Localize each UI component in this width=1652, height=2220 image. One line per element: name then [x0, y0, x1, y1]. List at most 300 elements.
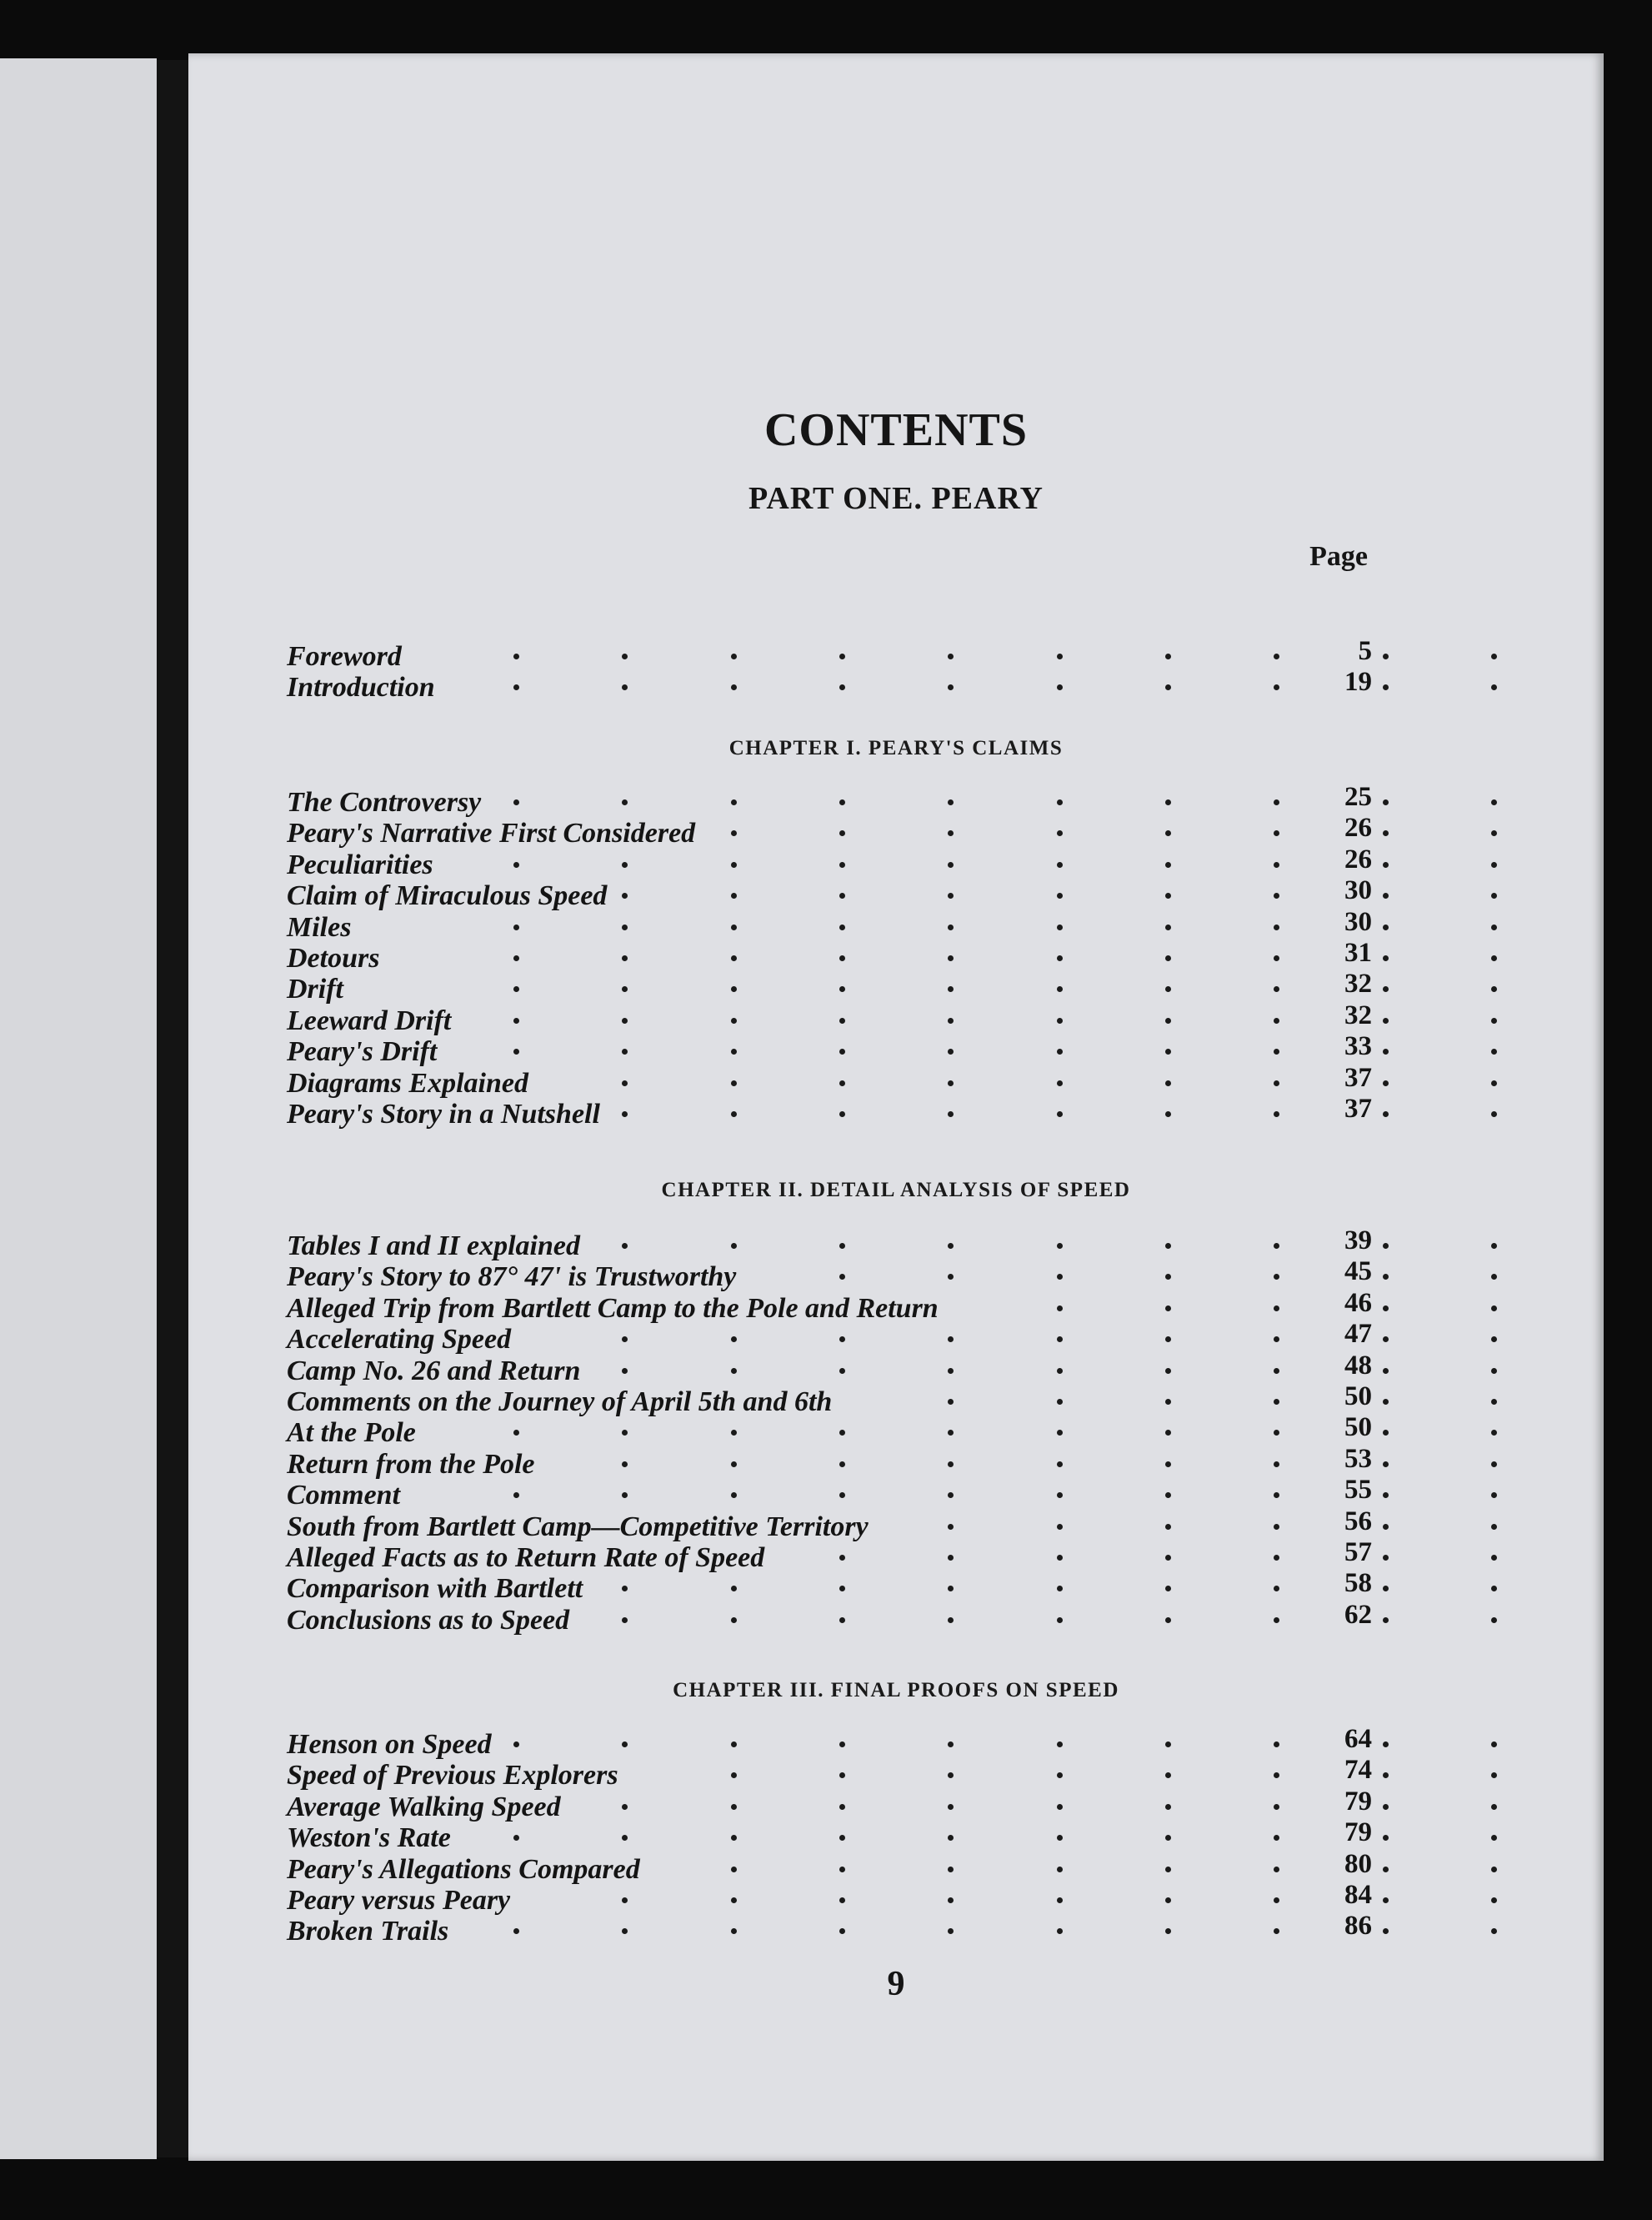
leader-dot	[731, 1461, 737, 1467]
leader-dot	[731, 893, 737, 899]
leader-dot	[622, 1928, 628, 1934]
leader-dot	[1057, 1586, 1063, 1591]
leader-dot	[948, 893, 954, 899]
toc-entry-page: 84	[1344, 1879, 1372, 1910]
leader-dot	[1491, 862, 1497, 868]
leader-dot	[948, 1897, 954, 1903]
toc-entry	[188, 1568, 1604, 1605]
leader-dot	[1274, 684, 1279, 690]
toc-entry-title: South from Bartlett Camp—Competitive Territory	[287, 1511, 869, 1542]
leader-dot	[1383, 1243, 1389, 1249]
leader-dot	[1491, 684, 1497, 690]
toc-entry-page: 56	[1344, 1506, 1372, 1536]
leader-dot	[839, 1111, 845, 1117]
toc-entry	[188, 1350, 1604, 1386]
leader-dot	[731, 1867, 737, 1872]
leader-dot	[839, 1897, 845, 1903]
leader-dot	[1274, 1617, 1279, 1623]
leader-dot	[1274, 1430, 1279, 1436]
toc-entry	[188, 667, 1604, 704]
leader-dot	[839, 925, 845, 930]
leader-dot	[1057, 1804, 1063, 1810]
leader-dot	[1491, 1492, 1497, 1498]
toc-entry-page: 37	[1344, 1062, 1372, 1093]
leader-dot	[839, 955, 845, 961]
toc-entry-title: Peary's Story to 87° 47' is Trustworthy	[287, 1261, 737, 1293]
leader-dot	[1491, 1080, 1497, 1086]
leader-dot	[1274, 1399, 1279, 1405]
toc-entry-page: 53	[1344, 1443, 1372, 1474]
toc-entry-title: Peary's Narrative First Considered	[287, 818, 696, 849]
toc-entry	[188, 1755, 1604, 1792]
leader-dot	[622, 1617, 628, 1623]
toc-entry-title: Claim of Miraculous Speed	[287, 880, 608, 912]
toc-section	[188, 782, 1604, 1130]
leader-dot	[1057, 1741, 1063, 1747]
toc-entry	[188, 1225, 1604, 1261]
toc-entry-page: 64	[1344, 1724, 1372, 1754]
leader-dot	[948, 1555, 954, 1561]
leader-dot	[1165, 925, 1171, 930]
leader-dot	[731, 1928, 737, 1934]
leader-dot	[1491, 1368, 1497, 1374]
leader-dot	[1057, 1399, 1063, 1405]
leader-dot	[1165, 1049, 1171, 1055]
toc-entry	[188, 1319, 1604, 1356]
leader-dot	[622, 1492, 628, 1498]
leader-dot	[1274, 1804, 1279, 1810]
leader-dot	[1165, 986, 1171, 992]
leader-dot	[839, 1835, 845, 1841]
leader-dot	[1383, 799, 1389, 805]
leader-dot	[731, 830, 737, 836]
leader-dot	[948, 1274, 954, 1280]
leader-dot	[731, 799, 737, 805]
leader-dot	[1165, 1336, 1171, 1342]
leader-dot	[1165, 1897, 1171, 1903]
leader-dot	[839, 986, 845, 992]
toc-entry-title: Comparison with Bartlett	[287, 1573, 583, 1605]
toc-entry-page: 37	[1344, 1093, 1372, 1124]
leader-dot	[839, 1928, 845, 1934]
leader-dot	[1057, 1243, 1063, 1249]
toc-entry-title: Accelerating Speed	[287, 1324, 512, 1356]
leader-dot	[1383, 1617, 1389, 1623]
leader-dot	[622, 893, 628, 899]
leader-dot	[1057, 1555, 1063, 1561]
leader-dot	[948, 1080, 954, 1086]
toc-entry-page: 48	[1344, 1350, 1372, 1381]
leader-dot	[1491, 1305, 1497, 1311]
leader-dot	[1165, 1111, 1171, 1117]
leader-dot	[948, 1586, 954, 1591]
toc-entry-title: Conclusions as to Speed	[287, 1604, 570, 1636]
leader-dot	[1383, 1928, 1389, 1934]
leader-dot	[1491, 1804, 1497, 1810]
leader-dot	[1491, 1772, 1497, 1778]
leader-dot	[622, 1586, 628, 1591]
leader-dot	[731, 1897, 737, 1903]
toc-entry	[188, 1724, 1604, 1760]
leader-dot	[1165, 862, 1171, 868]
leader-dot	[622, 955, 628, 961]
leader-dot	[948, 1835, 954, 1841]
toc-section	[188, 636, 1604, 704]
leader-dot	[948, 799, 954, 805]
leader-dot	[1274, 925, 1279, 930]
toc-entry-page: 86	[1344, 1911, 1372, 1942]
leader-dot	[1057, 684, 1063, 690]
leader-dot	[948, 1243, 954, 1249]
page-column-header: Page	[1309, 541, 1368, 572]
leader-dot	[839, 1430, 845, 1436]
toc-entry-page: 50	[1344, 1381, 1372, 1411]
leader-dot	[839, 1772, 845, 1778]
leader-dot	[1165, 1772, 1171, 1778]
toc-entry-page: 25	[1344, 782, 1372, 812]
leader-dot	[731, 1080, 737, 1086]
leader-dot	[731, 1835, 737, 1841]
toc-entry-page: 62	[1344, 1599, 1372, 1630]
toc-entry-title: Return from the Pole	[287, 1448, 535, 1480]
toc-entry-title: Camp No. 26 and Return	[287, 1355, 581, 1386]
facing-page-edge	[0, 58, 157, 2159]
leader-dot	[1165, 684, 1171, 690]
toc-entry	[188, 636, 1604, 672]
leader-dot	[1383, 1524, 1389, 1530]
toc-entry	[188, 1911, 1604, 1947]
leader-dot	[1491, 1430, 1497, 1436]
leader-dot	[839, 654, 845, 659]
leader-dot	[1165, 1586, 1171, 1591]
leader-dot	[948, 1928, 954, 1934]
leader-dot	[1383, 1274, 1389, 1280]
leader-dot	[1491, 1835, 1497, 1841]
leader-dot	[731, 654, 737, 659]
leader-dot	[1057, 1305, 1063, 1311]
leader-dot	[1383, 1305, 1389, 1311]
leader-dot	[622, 986, 628, 992]
leader-dot	[1491, 799, 1497, 805]
part-heading: PART ONE. PEARY	[748, 481, 1044, 516]
leader-dot	[1491, 1524, 1497, 1530]
leader-dot	[731, 1617, 737, 1623]
leader-dot	[1057, 1430, 1063, 1436]
leader-dot	[1274, 1867, 1279, 1872]
toc-entry-title: Peary versus Peary	[287, 1884, 511, 1916]
leader-dot	[948, 1492, 954, 1498]
leader-dot	[1165, 1305, 1171, 1311]
toc-entry	[188, 937, 1604, 974]
leader-dot	[1274, 1741, 1279, 1747]
leader-dot	[1491, 1399, 1497, 1405]
leader-dot	[839, 862, 845, 868]
leader-dot	[1491, 1555, 1497, 1561]
toc-entry-title: Leeward Drift	[287, 1005, 452, 1036]
leader-dot	[513, 684, 519, 690]
leader-dot	[1274, 1492, 1279, 1498]
toc-entry	[188, 1817, 1604, 1854]
leader-dot	[1274, 1080, 1279, 1086]
leader-dot	[1274, 1243, 1279, 1249]
leader-dot	[1165, 1867, 1171, 1872]
toc-entry-page: 57	[1344, 1536, 1372, 1567]
page-title: CONTENTS	[763, 404, 1029, 456]
toc-entry-title: Peary's Drift	[287, 1036, 438, 1068]
leader-dot	[731, 986, 737, 992]
toc-entry	[188, 1000, 1604, 1036]
toc-entry-title: Introduction	[287, 672, 435, 704]
toc-entry-title: Tables I and II explained	[287, 1230, 581, 1261]
toc-entry-title: Henson on Speed	[287, 1729, 492, 1760]
leader-dot	[622, 1430, 628, 1436]
leader-dot	[1057, 1368, 1063, 1374]
leader-dot	[1274, 799, 1279, 805]
leader-dot	[513, 654, 519, 659]
toc-entry	[188, 969, 1604, 1005]
leader-dot	[731, 1586, 737, 1591]
leader-dot	[948, 1741, 954, 1747]
leader-dot	[1491, 1111, 1497, 1117]
toc-entry-page: 79	[1344, 1817, 1372, 1848]
leader-dot	[513, 1049, 519, 1055]
leader-dot	[731, 1336, 737, 1342]
leader-dot	[731, 1741, 737, 1747]
leader-dot	[1274, 654, 1279, 659]
leader-dot	[1057, 1897, 1063, 1903]
leader-dot	[1165, 654, 1171, 659]
leader-dot	[1491, 1461, 1497, 1467]
leader-dot	[622, 862, 628, 868]
leader-dot	[1383, 1111, 1389, 1117]
leader-dot	[731, 684, 737, 690]
leader-dot	[1057, 1928, 1063, 1934]
leader-dot	[839, 830, 845, 836]
leader-dot	[1274, 1772, 1279, 1778]
leader-dot	[1383, 1586, 1389, 1591]
leader-dot	[1165, 1018, 1171, 1024]
toc-entry-page: 26	[1344, 813, 1372, 844]
leader-dot	[622, 1080, 628, 1086]
leader-dot	[1165, 1492, 1171, 1498]
toc-entry-page: 19	[1344, 667, 1372, 698]
leader-dot	[1274, 955, 1279, 961]
leader-dot	[1383, 986, 1389, 992]
toc-entry-title: Weston's Rate	[287, 1822, 451, 1854]
leader-dot	[731, 862, 737, 868]
leader-dot	[1057, 830, 1063, 836]
leader-dot	[1274, 1368, 1279, 1374]
toc-entry-page: 31	[1344, 937, 1372, 968]
toc-entry	[188, 1031, 1604, 1068]
leader-dot	[948, 684, 954, 690]
leader-dot	[1383, 1461, 1389, 1467]
leader-dot	[948, 986, 954, 992]
toc-entry-title: Speed of Previous Explorers	[287, 1760, 618, 1792]
leader-dot	[622, 1049, 628, 1055]
leader-dot	[1383, 1772, 1389, 1778]
toc-entry	[188, 813, 1604, 849]
leader-dot	[1165, 1080, 1171, 1086]
leader-dot	[839, 799, 845, 805]
leader-dot	[1057, 986, 1063, 992]
toc-entry	[188, 1879, 1604, 1916]
toc-entry-title: Broken Trails	[287, 1916, 449, 1947]
leader-dot	[731, 1243, 737, 1249]
leader-dot	[1057, 1461, 1063, 1467]
leader-dot	[839, 1274, 845, 1280]
leader-dot	[1383, 830, 1389, 836]
toc-entry-page: 47	[1344, 1319, 1372, 1350]
leader-dot	[839, 1243, 845, 1249]
toc-entry-page: 39	[1344, 1225, 1372, 1255]
leader-dot	[1383, 925, 1389, 930]
leader-dot	[948, 1336, 954, 1342]
leader-dot	[1491, 1049, 1497, 1055]
leader-dot	[1274, 1274, 1279, 1280]
leader-dot	[1491, 1867, 1497, 1872]
toc-entry	[188, 1381, 1604, 1417]
leader-dot	[1057, 1617, 1063, 1623]
leader-dot	[1383, 1867, 1389, 1872]
toc-entry-title: Peary's Story in a Nutshell	[287, 1098, 600, 1130]
leader-dot	[1165, 1555, 1171, 1561]
toc-entry-title: Peary's Allegations Compared	[287, 1853, 640, 1885]
leader-dot	[1057, 1524, 1063, 1530]
toc-entry-page: 26	[1344, 844, 1372, 874]
leader-dot	[513, 799, 519, 805]
leader-dot	[1491, 1018, 1497, 1024]
leader-dot	[1165, 1835, 1171, 1841]
leader-dot	[1491, 830, 1497, 836]
leader-dot	[1057, 799, 1063, 805]
leader-dot	[622, 654, 628, 659]
leader-dot	[622, 1897, 628, 1903]
leader-dot	[948, 1399, 954, 1405]
leader-dot	[1383, 862, 1389, 868]
leader-dot	[1165, 1399, 1171, 1405]
leader-dot	[948, 925, 954, 930]
leader-dot	[1491, 654, 1497, 659]
leader-dot	[1274, 893, 1279, 899]
leader-dot	[622, 684, 628, 690]
chapter-heading: CHAPTER II. DETAIL ANALYSIS OF SPEED	[661, 1179, 1131, 1201]
leader-dot	[1057, 1867, 1063, 1872]
toc-entry	[188, 1786, 1604, 1822]
leader-dot	[839, 1368, 845, 1374]
toc-entry	[188, 1536, 1604, 1573]
toc-entry-page: 79	[1344, 1786, 1372, 1817]
leader-dot	[1383, 893, 1389, 899]
leader-dot	[1274, 862, 1279, 868]
leader-dot	[1057, 654, 1063, 659]
toc-entry-page: 46	[1344, 1287, 1372, 1318]
leader-dot	[1383, 1897, 1389, 1903]
toc-entry	[188, 1599, 1604, 1636]
leader-dot	[948, 1430, 954, 1436]
toc-entry-page: 5	[1358, 636, 1372, 666]
leader-dot	[948, 862, 954, 868]
leader-dot	[948, 1461, 954, 1467]
leader-dot	[948, 654, 954, 659]
leader-dot	[731, 1368, 737, 1374]
leader-dot	[622, 1741, 628, 1747]
leader-dot	[839, 1080, 845, 1086]
leader-dot	[1383, 1835, 1389, 1841]
toc-entry	[188, 1475, 1604, 1511]
toc-entry-page: 30	[1344, 875, 1372, 906]
leader-dot	[513, 1430, 519, 1436]
leader-dot	[948, 1111, 954, 1117]
leader-dot	[1383, 654, 1389, 659]
leader-dot	[1274, 1555, 1279, 1561]
leader-dot	[1274, 1524, 1279, 1530]
leader-dot	[839, 1586, 845, 1591]
toc-entry-title: Drift	[287, 974, 343, 1005]
leader-dot	[1383, 1555, 1389, 1561]
leader-dot	[513, 1492, 519, 1498]
page-number: 9	[887, 1965, 905, 2003]
toc-entry-title: Alleged Facts as to Return Rate of Speed	[287, 1541, 765, 1573]
leader-dot	[622, 1018, 628, 1024]
leader-dot	[513, 1018, 519, 1024]
toc-entry-page: 58	[1344, 1568, 1372, 1599]
leader-dot	[622, 1336, 628, 1342]
leader-dot	[1165, 1243, 1171, 1249]
leader-dot	[1165, 830, 1171, 836]
leader-dot	[1165, 1524, 1171, 1530]
leader-dot	[731, 1492, 737, 1498]
leader-dot	[839, 1049, 845, 1055]
toc-entry	[188, 875, 1604, 912]
leader-dot	[1383, 955, 1389, 961]
leader-dot	[1491, 1336, 1497, 1342]
toc-entry-page: 32	[1344, 969, 1372, 1000]
leader-dot	[948, 1617, 954, 1623]
leader-dot	[731, 1804, 737, 1810]
leader-dot	[731, 1430, 737, 1436]
leader-dot	[839, 893, 845, 899]
leader-dot	[839, 1617, 845, 1623]
leader-dot	[1274, 1305, 1279, 1311]
chapter-heading: CHAPTER I. PEARY'S CLAIMS	[728, 737, 1064, 759]
leader-dot	[948, 1018, 954, 1024]
leader-dot	[1165, 955, 1171, 961]
leader-dot	[839, 1555, 845, 1561]
leader-dot	[1057, 1336, 1063, 1342]
leader-dot	[948, 955, 954, 961]
leader-dot	[622, 1804, 628, 1810]
leader-dot	[731, 1111, 737, 1117]
leader-dot	[1383, 1804, 1389, 1810]
leader-dot	[622, 1368, 628, 1374]
leader-dot	[839, 1867, 845, 1872]
leader-dot	[1165, 1741, 1171, 1747]
toc-entry-page: 33	[1344, 1031, 1372, 1062]
leader-dot	[1491, 1617, 1497, 1623]
leader-dot	[513, 925, 519, 930]
leader-dot	[1057, 955, 1063, 961]
leader-dot	[1057, 1835, 1063, 1841]
leader-dot	[1383, 1336, 1389, 1342]
leader-dot	[948, 830, 954, 836]
leader-dot	[1057, 1049, 1063, 1055]
leader-dot	[731, 955, 737, 961]
leader-dot	[513, 862, 519, 868]
leader-dot	[513, 986, 519, 992]
toc-entry	[188, 906, 1604, 943]
leader-dot	[1274, 1586, 1279, 1591]
